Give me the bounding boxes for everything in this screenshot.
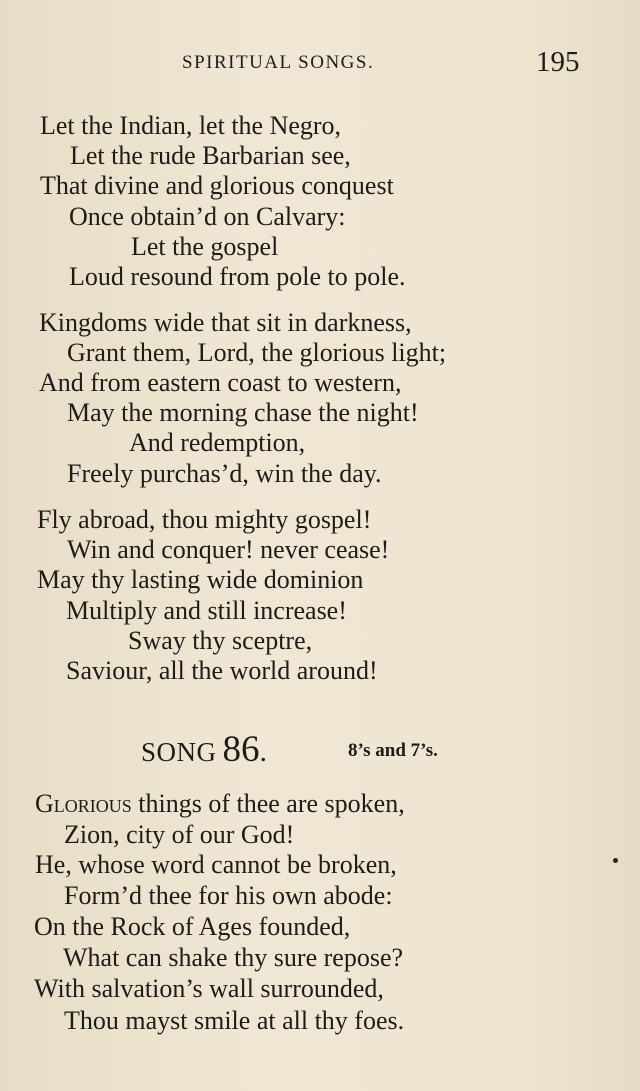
stanza-2-line-4: May the morning chase the night! xyxy=(67,398,419,427)
stanza-1-line-4: Once obtain’d on Calvary: xyxy=(69,202,346,231)
song-heading xyxy=(141,728,267,771)
stanza-1-line-1: Let the Indian, let the Negro, xyxy=(40,111,342,140)
song-number-period: . xyxy=(259,735,268,768)
stanza-2-line-5: And redemption, xyxy=(129,428,306,457)
song-line-6: What can shake thy sure repose? xyxy=(63,943,404,972)
stanza-2-line-2: Grant them, Lord, the glorious light; xyxy=(67,338,447,367)
stanza-3-line-1: Fly abroad, thou mighty gospel! xyxy=(37,505,372,534)
song-line-1 xyxy=(35,789,405,819)
song-line-5: On the Rock of Ages founded, xyxy=(34,912,351,941)
ink-speck xyxy=(613,858,618,863)
stanza-3-line-5: Sway thy sceptre, xyxy=(128,626,313,655)
stanza-2-line-6: Freely purchas’d, win the day. xyxy=(67,459,382,488)
song-first-line-rest: things of thee are spoken, xyxy=(131,789,405,818)
song-line-2: Zion, city of our God! xyxy=(64,820,295,849)
song-label: SONG xyxy=(141,737,217,767)
page-number: 195 xyxy=(536,46,580,78)
stanza-1-line-3: That divine and glorious conquest xyxy=(40,171,394,200)
stanza-3-line-4: Multiply and still increase! xyxy=(66,596,347,625)
stanza-3-line-6: Saviour, all the world around! xyxy=(66,656,378,685)
song-line-4: Form’d thee for his own abode: xyxy=(64,881,393,910)
stanza-3-line-3: May thy lasting wide dominion xyxy=(37,565,364,594)
stanza-1-line-2: Let the rude Barbarian see, xyxy=(70,141,351,170)
song-meter: 8’s and 7’s. xyxy=(348,740,438,761)
stanza-1-line-5: Let the gospel xyxy=(131,232,279,261)
stanza-1-line-6: Loud resound from pole to pole. xyxy=(69,262,406,291)
stanza-2-line-3: And from eastern coast to western, xyxy=(39,368,402,397)
song-line-8: Thou mayst smile at all thy foes. xyxy=(64,1006,405,1035)
song-line-7: With salvation’s wall surrounded, xyxy=(34,974,384,1003)
stanza-3-line-2: Win and conquer! never cease! xyxy=(67,535,390,564)
song-first-word: Glorious xyxy=(35,789,132,818)
stanza-2-line-1: Kingdoms wide that sit in darkness, xyxy=(39,308,412,337)
running-title: SPIRITUAL SONGS. xyxy=(182,52,375,73)
song-line-3: He, whose word cannot be broken, xyxy=(35,850,397,879)
song-number: 86 xyxy=(222,729,260,770)
